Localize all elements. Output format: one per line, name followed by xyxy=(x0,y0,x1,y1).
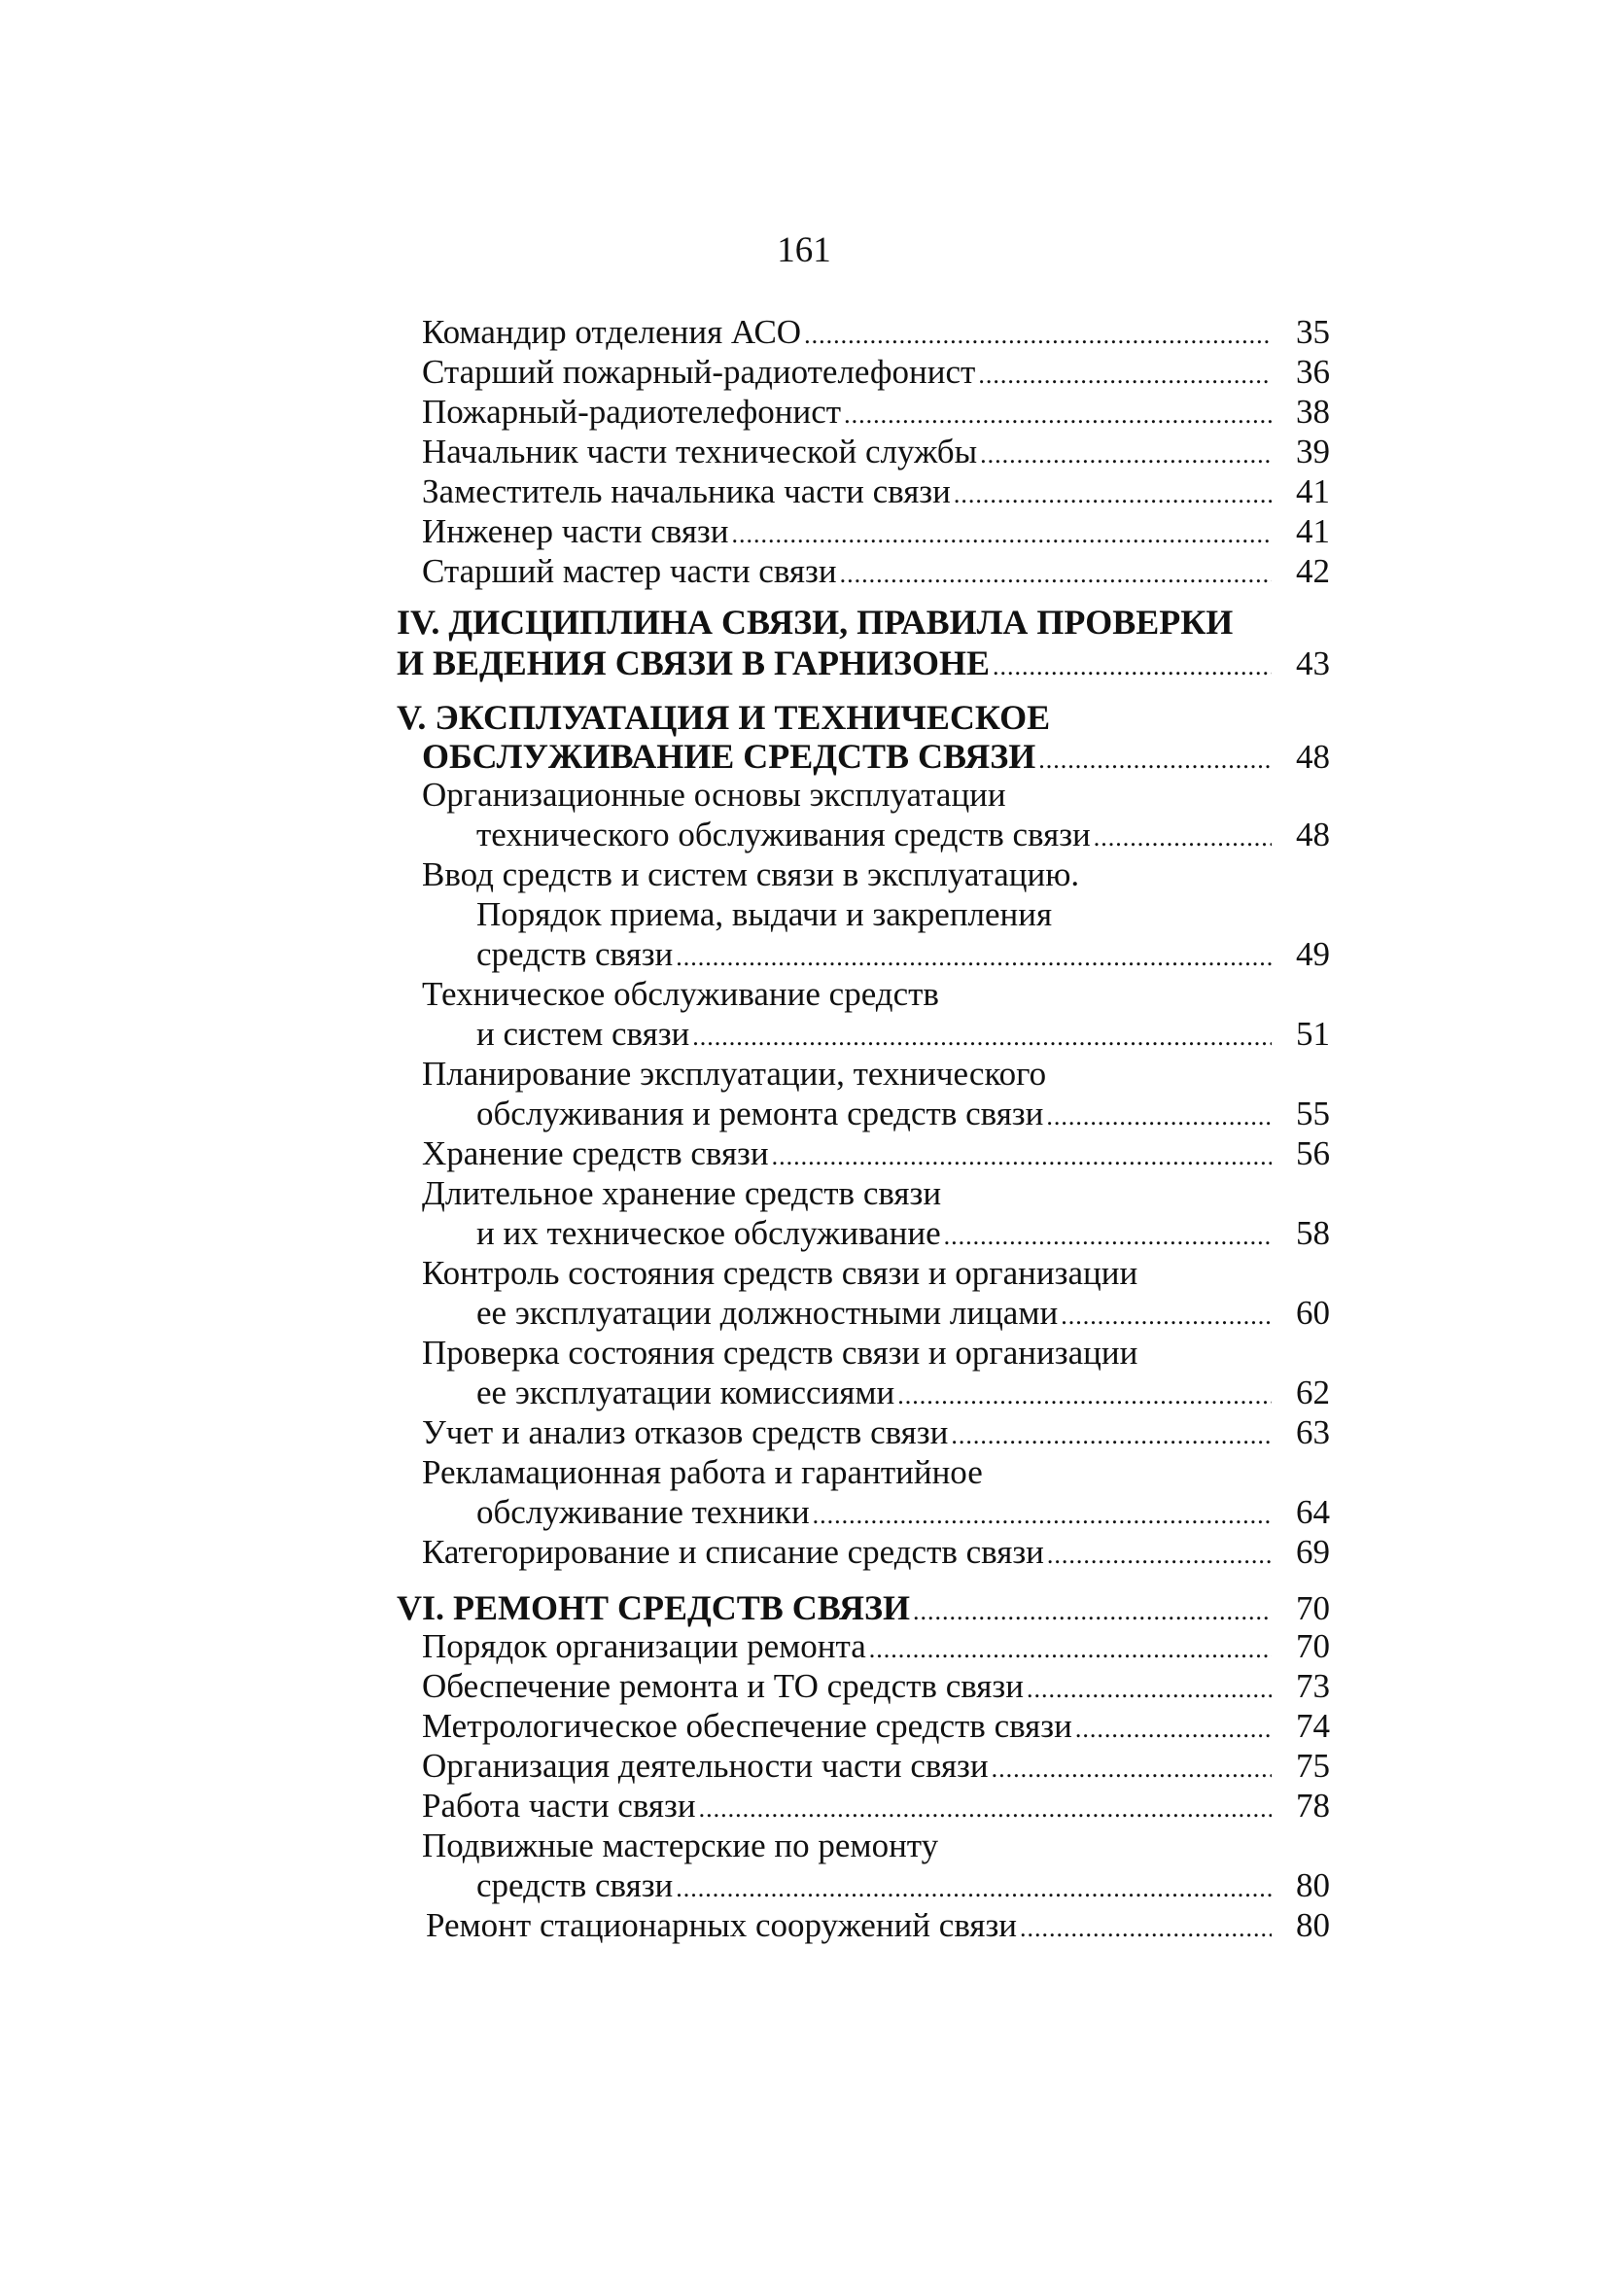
dot-leader xyxy=(692,1018,1272,1057)
toc-section-heading xyxy=(397,644,1330,682)
toc-entry-title: Учет и анализ отказов средств связи xyxy=(422,1413,949,1451)
dot-leader xyxy=(980,435,1272,474)
toc-page-number: 58 xyxy=(1296,1214,1330,1252)
toc-entry-title: Метрологическое обеспечение средств связи xyxy=(422,1707,1072,1745)
dot-leader xyxy=(804,316,1272,355)
dot-leader xyxy=(1094,818,1272,857)
toc-entry-title: Организация деятельности части связи xyxy=(422,1747,989,1785)
toc-page-number: 69 xyxy=(1296,1533,1330,1571)
dot-leader xyxy=(699,1790,1272,1828)
toc-section-heading xyxy=(422,737,1330,776)
toc-entry xyxy=(422,1826,1330,1865)
dot-leader xyxy=(944,1217,1272,1256)
toc-entry xyxy=(476,816,1330,854)
toc-page-number: 51 xyxy=(1296,1015,1330,1053)
toc-entry xyxy=(422,855,1330,894)
dot-leader xyxy=(954,475,1272,514)
toc-page-number: 41 xyxy=(1296,512,1330,550)
dot-leader xyxy=(1047,1536,1272,1575)
toc-page-number: 80 xyxy=(1296,1906,1330,1944)
toc-entry-title: и систем связи xyxy=(476,1015,690,1053)
toc-entry xyxy=(422,1413,1330,1452)
toc-entry xyxy=(422,1667,1330,1706)
toc-entry xyxy=(422,353,1330,392)
toc-page-number: 42 xyxy=(1296,552,1330,590)
toc-entry-title: Категорирование и списание средств связи xyxy=(422,1533,1044,1571)
toc-entry-title: Контроль состояния средств связи и организации xyxy=(422,1254,1138,1292)
toc-entry xyxy=(476,935,1330,974)
dot-leader xyxy=(813,1496,1272,1535)
toc-page-number: 80 xyxy=(1296,1866,1330,1904)
toc-entry-title: Инженер части связи xyxy=(422,512,729,550)
dot-leader xyxy=(1075,1710,1272,1749)
toc-entry-title: Обеспечение ремонта и ТО средств связи xyxy=(422,1667,1024,1705)
toc-entry xyxy=(476,1493,1330,1532)
toc-entry-title: Хранение средств связи xyxy=(422,1134,769,1172)
toc-section-title: И ВЕДЕНИЯ СВЯЗИ В ГАРНИЗОНЕ xyxy=(397,644,991,682)
dot-leader xyxy=(978,356,1272,395)
toc-entry-title: Старший мастер части связи xyxy=(422,552,837,590)
toc-entry xyxy=(422,472,1330,511)
toc-page-number: 64 xyxy=(1296,1493,1330,1531)
toc-entry xyxy=(422,776,1330,815)
toc-entry-title: Ввод средств и систем связи в эксплуатацию. xyxy=(422,855,1080,893)
toc-page-number: 74 xyxy=(1296,1707,1330,1745)
toc-entry-title: Старший пожарный-радиотелефонист xyxy=(422,353,976,391)
toc-entry-title: Порядок приема, выдачи и закрепления xyxy=(476,895,1053,933)
page-number: 161 xyxy=(777,230,831,270)
toc-entry-title: обслуживание техники xyxy=(476,1493,810,1531)
toc-page-number: 60 xyxy=(1296,1294,1330,1332)
toc-entry-title: и их техническое обслуживание xyxy=(476,1214,941,1252)
dot-leader xyxy=(844,396,1272,435)
toc-page-number: 63 xyxy=(1296,1413,1330,1451)
toc-page-number: 70 xyxy=(1296,1627,1330,1665)
toc-entry xyxy=(422,1134,1330,1173)
toc-entry xyxy=(476,1095,1330,1133)
dot-leader xyxy=(869,1630,1272,1669)
toc-entry-title: средств связи xyxy=(476,935,674,973)
toc-page-number: 70 xyxy=(1296,1589,1330,1627)
dot-leader xyxy=(731,515,1272,554)
toc-section-heading xyxy=(397,603,1330,642)
toc-entry-title: Организационные основы эксплуатации xyxy=(422,776,1006,814)
toc-page-number: 62 xyxy=(1296,1374,1330,1411)
dot-leader xyxy=(993,647,1272,686)
toc-page-number: 48 xyxy=(1296,738,1330,776)
toc-entry xyxy=(476,1294,1330,1333)
dot-leader xyxy=(1027,1670,1272,1709)
toc-entry xyxy=(426,1906,1330,1945)
toc-entry-title: Командир отделения АСО xyxy=(422,313,802,351)
toc-entry xyxy=(422,1533,1330,1572)
toc-page-number: 75 xyxy=(1296,1747,1330,1785)
toc-entry xyxy=(422,512,1330,551)
toc-entry-title: ее эксплуатации комиссиями xyxy=(476,1374,895,1411)
toc-entry xyxy=(422,1453,1330,1492)
dot-leader xyxy=(676,938,1272,977)
dot-leader xyxy=(1020,1909,1272,1948)
dot-leader xyxy=(897,1376,1272,1415)
toc-page-number: 49 xyxy=(1296,935,1330,973)
toc-page-number: 73 xyxy=(1296,1667,1330,1705)
toc-entry-title: Пожарный-радиотелефонист xyxy=(422,393,842,431)
dot-leader xyxy=(913,1592,1272,1631)
toc-section-title: ОБСЛУЖИВАНИЕ СРЕДСТВ СВЯЗИ xyxy=(422,737,1036,776)
toc-entry-title: обслуживания и ремонта средств связи xyxy=(476,1095,1044,1132)
toc-page-number: 43 xyxy=(1296,644,1330,682)
toc-entry xyxy=(422,313,1330,352)
dot-leader xyxy=(840,555,1272,594)
toc-entry-title: технического обслуживания средств связи xyxy=(476,816,1091,853)
dot-leader xyxy=(1038,741,1272,780)
dot-leader xyxy=(772,1137,1272,1176)
toc-entry xyxy=(422,552,1330,591)
toc-section-heading xyxy=(397,698,1330,737)
toc-section-title: VI. РЕМОНТ СРЕДСТВ СВЯЗИ xyxy=(397,1588,911,1627)
toc-entry-title: Подвижные мастерские по ремонту xyxy=(422,1826,939,1864)
toc-entry xyxy=(422,1254,1330,1293)
toc-entry-title: Ремонт стационарных сооружений связи xyxy=(426,1906,1018,1944)
toc-page-number: 48 xyxy=(1296,816,1330,853)
toc-entry xyxy=(422,1627,1330,1666)
toc-entry xyxy=(476,1015,1330,1054)
toc-entry xyxy=(476,1214,1330,1253)
toc-section-title: V. ЭКСПЛУАТАЦИЯ И ТЕХНИЧЕСКОЕ xyxy=(397,698,1051,737)
toc-entry-title: ее эксплуатации должностными лицами xyxy=(476,1294,1059,1332)
dot-leader xyxy=(1046,1097,1272,1136)
toc-entry xyxy=(422,1787,1330,1826)
toc-entry-title: Рекламационная работа и гарантийное xyxy=(422,1453,983,1491)
dot-leader xyxy=(676,1869,1272,1908)
toc-page-number: 78 xyxy=(1296,1787,1330,1825)
toc-entry xyxy=(476,895,1330,934)
toc-section-heading xyxy=(397,1588,1330,1627)
dot-leader xyxy=(951,1416,1272,1455)
toc-entry xyxy=(476,1866,1330,1905)
toc-section-title: IV. ДИСЦИПЛИНА СВЯЗИ, ПРАВИЛА ПРОВЕРКИ xyxy=(397,603,1234,642)
dot-leader xyxy=(1061,1297,1272,1336)
toc-entry-title: средств связи xyxy=(476,1866,674,1904)
toc-entry xyxy=(422,975,1330,1014)
dot-leader xyxy=(992,1750,1272,1789)
toc-entry xyxy=(422,1707,1330,1746)
toc-page-number: 55 xyxy=(1296,1095,1330,1132)
toc-page-number: 36 xyxy=(1296,353,1330,391)
toc-entry-title: Длительное хранение средств связи xyxy=(422,1174,942,1212)
toc-entry xyxy=(422,433,1330,471)
toc-entry xyxy=(422,1174,1330,1213)
toc-entry-title: Проверка состояния средств связи и организации xyxy=(422,1334,1138,1372)
toc-entry-title: Планирование эксплуатации, технического xyxy=(422,1055,1047,1093)
toc-page-number: 56 xyxy=(1296,1134,1330,1172)
toc-page-number: 39 xyxy=(1296,433,1330,470)
toc-entry-title: Заместитель начальника части связи xyxy=(422,472,951,510)
toc-entry-title: Начальник части технической службы xyxy=(422,433,978,470)
toc-page-number: 41 xyxy=(1296,472,1330,510)
toc-entry-title: Техническое обслуживание средств xyxy=(422,975,939,1013)
toc-entry-title: Работа части связи xyxy=(422,1787,696,1825)
toc-entry-title: Порядок организации ремонта xyxy=(422,1627,866,1665)
toc-entry xyxy=(422,1747,1330,1786)
toc-page-number: 38 xyxy=(1296,393,1330,431)
toc-entry xyxy=(422,393,1330,432)
toc-page-number: 35 xyxy=(1296,313,1330,351)
toc-entry xyxy=(422,1334,1330,1373)
toc-entry xyxy=(476,1374,1330,1412)
toc-entry xyxy=(422,1055,1330,1094)
